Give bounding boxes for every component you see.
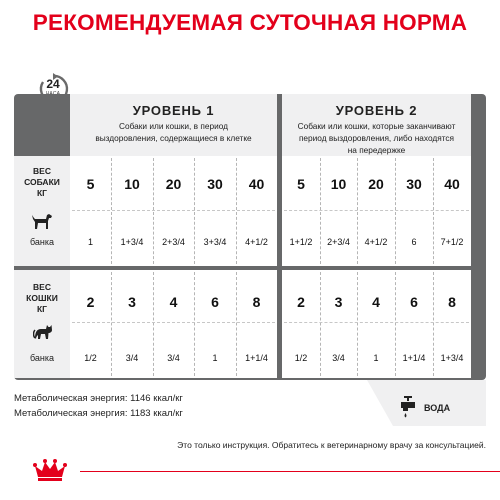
cat-portion-cell: 1+1/4 [245,353,268,363]
cat-weight-cell: 4 [372,294,380,310]
cat-portion-cell: 1+3/4 [440,353,464,363]
cat-weight-cell: 2 [297,294,305,310]
cat-portion-cell: 3/4 [332,353,345,363]
dog-weight-cell: 30 [406,176,422,192]
dog-weight-cell: 10 [124,176,140,192]
cat-portion-cell: 1+1/4 [402,353,426,363]
cat-weight-cell: 3 [128,294,136,310]
cat-portion-cell: 1/2 [84,353,97,363]
footer-note: Это только инструкция. Обратитесь к ветеринарному врачу за консультацией. [177,440,486,450]
dog-weight-cell: 40 [248,176,265,192]
crown-logo [18,455,82,485]
dog-portion-cell: 4+1/2 [364,237,388,247]
cat-portion-cell: 3/4 [125,353,139,363]
dog-weight-cell: 5 [86,176,95,192]
dog-weight-cell: 10 [330,176,347,192]
dog-portion-cell: 1 [87,237,93,247]
cat-icon [33,322,53,345]
cat-weight-cell: 6 [211,294,219,310]
dog-weight-cell: 20 [368,176,384,192]
dog-bank-label: банка [29,237,55,247]
cat-weight-cell: 8 [448,294,456,310]
dog-weight-cell: 40 [444,176,460,192]
cat-weight-cell: 6 [410,294,418,310]
page-title: РЕКОМЕНДУЕМАЯ СУТОЧНАЯ НОРМА [32,10,468,35]
cat-weight-label: ВЕС КОШКИ КГ [26,282,58,314]
cat-portion-cell: 1/2 [294,353,308,363]
level-1-title: УРОВЕНЬ 1 [132,103,215,118]
level-2-dog-panel [282,156,471,266]
cat-weight-cell: 3 [334,294,343,310]
dog-portion-cell: 7+1/2 [440,237,464,247]
level-1-description: Собаки или кошки, в период выздоровления, содержащиеся в клетке [95,121,252,143]
cat-weight-cell: 2 [86,294,95,310]
dog-weight-cell: 20 [165,176,182,192]
cat-portion-cell: 3/4 [167,353,180,363]
water-label: ВОДА [424,403,451,413]
dog-portion-cell: 3+3/4 [203,237,227,247]
cat-weight-cell: 8 [252,294,261,310]
dog-weight-label: ВЕС СОБАКИ КГ [24,166,60,198]
dog-portion-cell: 2+3/4 [162,237,185,247]
cat-portion-cell: 1 [373,353,379,363]
energy-line-1: Метаболическая энергия: 1146 ккал/кг [14,393,183,404]
dog-portion-cell: 6 [411,237,417,247]
level-1-dog-panel [70,156,277,266]
dog-portion-cell: 2+3/4 [327,237,350,247]
energy-line-2: Метаболическая энергия: 1183 ккал/кг [14,408,183,419]
dog-icon [31,212,53,235]
dog-portion-cell: 4+1/2 [245,237,268,247]
cat-bank-label: банка [29,353,55,363]
badge-number: 24 [46,77,60,91]
cat-portion-cell: 1 [212,353,218,363]
dog-weight-cell: 30 [207,176,223,192]
level-2-title: УРОВЕНЬ 2 [335,103,418,118]
dog-weight-cell: 5 [297,176,305,192]
cat-weight-cell: 4 [169,294,178,310]
dog-portion-cell: 1+1/2 [289,237,313,247]
level-2-description: Собаки или кошки, которые заканчивают период выздоровления, либо находятся на передержке [297,121,456,155]
water-tap-icon [398,396,418,425]
dog-portion-cell: 1+3/4 [120,237,144,247]
footer-divider [80,471,500,472]
